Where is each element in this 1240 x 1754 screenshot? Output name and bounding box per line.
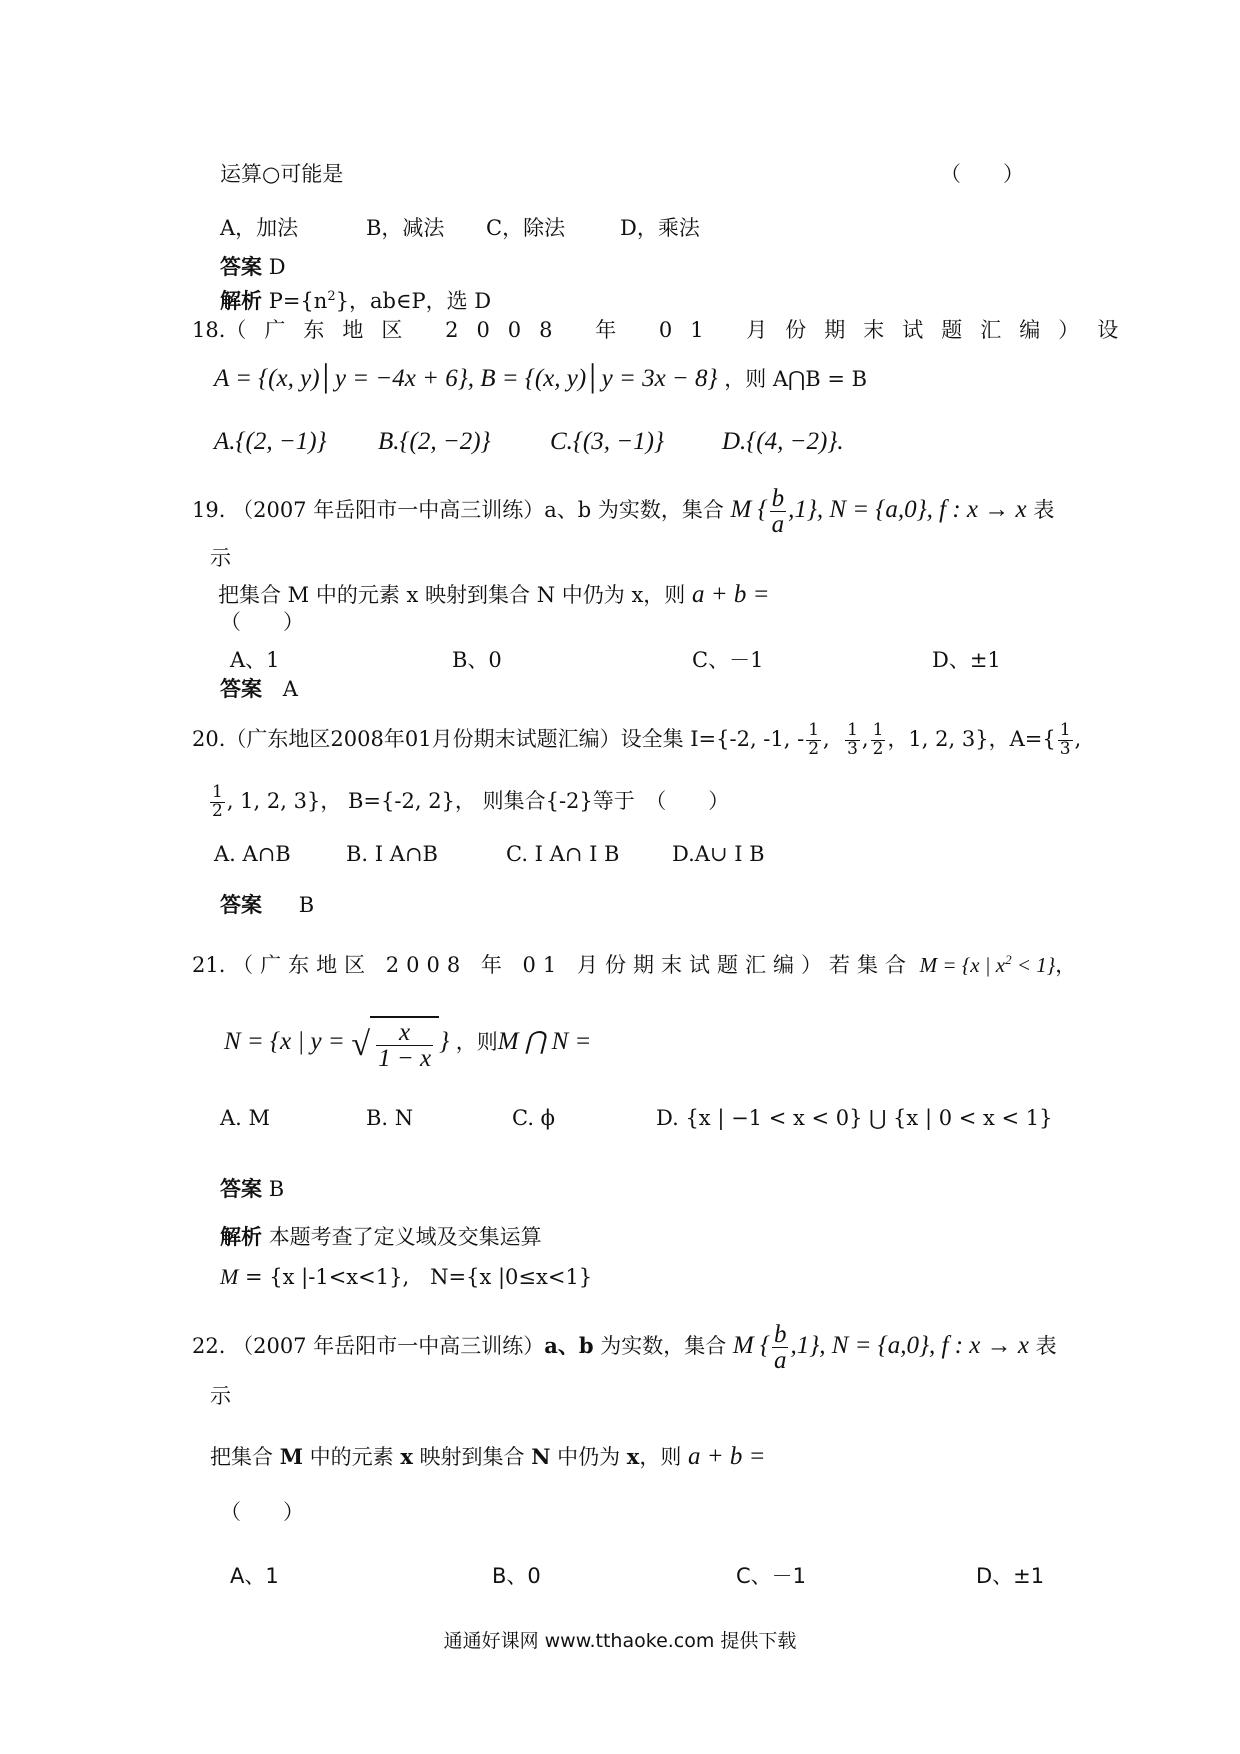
q18-option-c: C.{(3, −1)} [550, 428, 664, 455]
q19-wrap: 示 [210, 546, 231, 570]
q22-line2 [210, 1442, 766, 1472]
page-footer: 通通好课网 www.tthaoke.com 提供下载 [443, 1630, 797, 1652]
q21-source: （广东地区 2008 年 01 月份期末试题汇编）若集合 [232, 953, 913, 977]
q18-source-line [192, 318, 1137, 343]
line2-x: x [400, 1444, 413, 1469]
q19-option-d: D、±1 [932, 648, 1001, 672]
q22-option-a: A、1 [230, 1564, 279, 1588]
q17-option-d: D，乘法 [620, 216, 700, 240]
q22-option-b: B、0 [492, 1564, 541, 1588]
q22-option-d: D、±1 [976, 1564, 1045, 1588]
q20-frac-1 [806, 722, 821, 759]
q19-line1 [192, 486, 1054, 537]
frac-num: 1 [212, 782, 223, 802]
q22-m-pre: M { [732, 1332, 770, 1359]
q20-option-a: A. A∩B [214, 842, 291, 866]
frac-den: 3 [1059, 738, 1071, 759]
q22-expr: a + b = [688, 1443, 766, 1470]
q21-stem-tail: ，则 [455, 1030, 498, 1054]
q18-option-d: D.{(4, −2)}. [722, 428, 844, 455]
q19-frac-num: b [771, 485, 785, 512]
answer-label: 答案 [220, 254, 262, 279]
q21-analysis-2 [220, 1264, 592, 1290]
q21-sqrt [351, 1016, 439, 1071]
sqrt-sign: √ [351, 1026, 371, 1064]
q20-option-b: B. I A∩B [346, 842, 438, 866]
q21-number: 21. [192, 953, 226, 977]
q18-option-b: B.{(2, −2)} [378, 428, 491, 455]
q21-analysis [220, 1224, 542, 1250]
analysis-sup: 2 [327, 289, 336, 304]
q21-n-pre: N = {x | y = [224, 1028, 345, 1055]
line2-a: 把集合 [210, 1445, 273, 1469]
q22-wrap: 示 [210, 1384, 231, 1408]
frac-den: 2 [808, 738, 820, 759]
q22-option-c: C、－1 [736, 1564, 807, 1588]
q19-line2-text: 把集合 M 中的元素 x 映射到集合 N 中仍为 x，则 [218, 583, 686, 607]
q19-option-c: C、－1 [692, 648, 764, 672]
q21-option-c: C. ϕ [512, 1106, 555, 1130]
frac-num: x [376, 1020, 433, 1046]
answer-value: D [268, 255, 286, 279]
q21-option-b: B. N [366, 1106, 414, 1130]
q18-stem [214, 364, 867, 394]
q22-m-post: ,1}, N = {a,0}, f : x → x [790, 1332, 1029, 1359]
q19-source: （2007 年岳阳市一中高三训练）a、b 为实数，集合 [232, 498, 724, 522]
q20-frac-4 [1058, 722, 1073, 759]
q22-fraction [772, 1322, 789, 1373]
line2-e: ，则 [639, 1445, 682, 1469]
m-set-tail: < 1} [1011, 953, 1056, 977]
q21-n-line [224, 1016, 591, 1071]
q20-option-c: C. I A∩ I B [506, 842, 620, 866]
analysis-label: 解析 [220, 1224, 262, 1249]
frac-den: 1 − x [378, 1045, 432, 1072]
q20-line2-post: , 1, 2, 3}， B={-2, 2}， 则集合{-2}等于 （ ） [226, 788, 730, 813]
q20-line1 [192, 722, 1081, 759]
line2-d: 中仍为 [557, 1445, 621, 1469]
q22-ab: a、b [544, 1333, 594, 1358]
answer-value: B [298, 893, 315, 917]
frac-den: 3 [847, 738, 858, 759]
frac-num: 1 [1059, 720, 1071, 740]
analysis-label: 解析 [220, 288, 262, 313]
q21-fraction [376, 1020, 433, 1071]
q19-frac-den: a [771, 511, 785, 538]
q17-option-a: A，加法 [220, 216, 299, 240]
q21-expr: M ⋂ N = [497, 1028, 592, 1055]
q20-comma-1: , [823, 726, 830, 751]
q22-source: （2007 年岳阳市一中高三训练） [232, 1334, 545, 1358]
answer-value: A [282, 677, 298, 701]
analysis-post: }，ab∈P，选 D [335, 289, 492, 313]
q20-frac-3 [871, 722, 886, 759]
q20-line1-mid: ，1, 2, 3}，A={ [887, 726, 1056, 751]
q19-option-b: B、0 [452, 648, 502, 672]
q17-paren: （ ） [940, 162, 1024, 186]
q21-n-post: } [439, 1028, 450, 1055]
q18-stem-tail: ，则 A⋂B = B [724, 367, 868, 391]
q20-number: 20. [192, 726, 226, 751]
q20-line2 [208, 784, 729, 821]
q19-stem-end: 表 [1033, 498, 1055, 522]
q18-option-a: A.{(2, −1)} [214, 428, 327, 455]
frac-den: 2 [212, 800, 223, 821]
q19-line2 [218, 580, 769, 610]
q19-option-a: A、1 [230, 648, 280, 672]
q22-paren: （ ） [220, 1500, 304, 1524]
m-set-pre: M = {x | x [919, 953, 1006, 977]
q18-set-definition: A = {(x, y)│y = −4x + 6}, B = {(x, y)│y = 3x − 8} [214, 365, 718, 392]
frac-num: 1 [847, 720, 858, 740]
q21-line1 [192, 952, 1076, 978]
q19-fraction [770, 486, 787, 537]
q21-comma: ， [1055, 953, 1077, 977]
q21-answer [220, 1176, 284, 1202]
q20-answer [220, 892, 314, 918]
q21-m-set [920, 953, 1056, 977]
q20-frac-5 [210, 784, 225, 821]
m-set-sup: 2 [1005, 952, 1012, 967]
q19-expr: a + b = [691, 581, 770, 608]
q21-option-a: A. M [220, 1106, 271, 1130]
q19-m-post: ,1}, N = {a,0}, f : x → x [788, 496, 1027, 523]
sqrt-body [370, 1016, 439, 1071]
q19-number: 19. [192, 498, 226, 522]
q18-number: 18. [192, 318, 226, 342]
analysis2-post: = {x |-1<x<1}, N={x |0≤x<1} [245, 1265, 593, 1289]
frac-den: 2 [872, 738, 884, 759]
q20-line1-pre: （广东地区2008年01月份期末试题汇编）设全集 I={-2, -1, - [225, 726, 805, 751]
q22-line1 [192, 1322, 1057, 1373]
answer-value: B [268, 1177, 285, 1201]
analysis-pre: P={n [268, 289, 328, 313]
answer-label: 答案 [220, 892, 262, 917]
line2-b: 中的元素 [309, 1445, 394, 1469]
q21-option-d: D. {x | −1 < x < 0} ⋃ {x | 0 < x < 1} [656, 1106, 1053, 1130]
q22-number: 22. [192, 1334, 226, 1358]
q18-source: （广东地区 2008 年 01 月份期末试题汇编）设 [225, 318, 1137, 342]
q19-m-pre: M { [730, 496, 768, 523]
answer-label: 答案 [220, 1176, 262, 1201]
line2-x2: x [626, 1444, 640, 1469]
q17-option-c: C，除法 [486, 216, 566, 240]
q17-option-b: B，减法 [366, 216, 445, 240]
q20-frac-2 [845, 722, 860, 759]
frac-num: 1 [872, 720, 884, 740]
q17-stem: 运算○可能是 [220, 162, 344, 186]
analysis-text: 本题考查了定义域及交集运算 [268, 1225, 542, 1249]
answer-label: 答案 [220, 676, 262, 701]
q19-paren: （ ） [220, 610, 304, 634]
q20-line1-end: , [1074, 726, 1082, 751]
q20-comma-2: , [861, 726, 869, 751]
q22-stem-end: 表 [1035, 1334, 1057, 1358]
q20-option-d: D.A∪ I B [672, 842, 765, 866]
q17-answer [220, 254, 286, 280]
q22-source-cont: 为实数，集合 [600, 1334, 727, 1358]
line2-M: M [279, 1444, 303, 1469]
q19-answer [220, 676, 298, 702]
q22-frac-num: b [773, 1321, 787, 1348]
q22-frac-den: a [773, 1347, 787, 1374]
line2-c: 映射到集合 [419, 1445, 525, 1469]
line2-N: N [531, 1444, 551, 1469]
q17-analysis [220, 288, 491, 314]
analysis2-pre: M [220, 1264, 239, 1289]
frac-num: 1 [808, 720, 820, 740]
